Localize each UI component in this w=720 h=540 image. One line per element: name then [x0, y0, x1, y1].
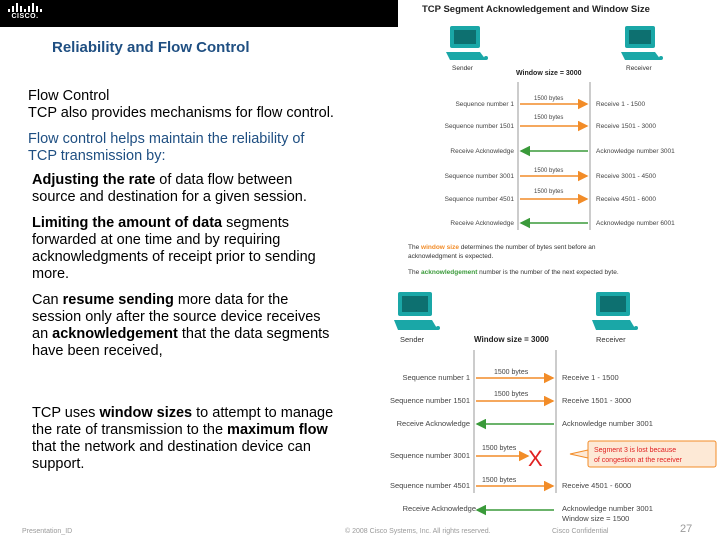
d2-lost-note-line-2: of congestion at the receiver	[594, 457, 682, 464]
d1-right-r2: Receive 1501 - 3000	[596, 123, 656, 130]
d1-note-window-line-2: acknowledgment is expected.	[408, 253, 494, 260]
resume-sending-pre: Can	[32, 292, 63, 308]
footer-copyright: © 2008 Cisco Systems, Inc. All rights reserved.	[345, 528, 491, 535]
d2-window-size: Window size = 3000	[474, 335, 549, 344]
d2-receiver-computer-icon	[592, 292, 638, 330]
diagram-window-size	[400, 0, 720, 285]
d1-note2-rest: number is the number of the next expected byte.	[477, 269, 619, 276]
d1-bytes-a: 1500 bytes	[534, 96, 564, 102]
d1-note-ack	[408, 269, 619, 276]
point-limiting-line-4: more.	[32, 266, 70, 282]
window-sizes-pre: TCP uses	[32, 405, 100, 421]
window-sizes-bold: window sizes	[99, 405, 193, 421]
resume-sending-bold: resume sending	[62, 292, 174, 308]
d1-right-r3: Receive 3001 - 4500	[596, 173, 656, 180]
adjusting-rate-rest: of data flow between	[155, 172, 293, 188]
d1-left-seq1501: Sequence number 1501	[444, 123, 514, 130]
footer-presentation-id: Presentation_ID	[22, 528, 73, 535]
d1-right-r1: Receive 1 - 1500	[596, 101, 646, 108]
d2-receiver-label: Receiver	[596, 335, 626, 344]
page-number: 27	[680, 523, 693, 535]
d2-bytes-a: 1500 bytes	[494, 369, 529, 376]
d2-left-seq1501: Sequence number 1501	[389, 396, 470, 405]
d1-right-ack6001: Acknowledge number 6001	[596, 220, 675, 227]
d1-bytes-c: 1500 bytes	[534, 168, 564, 174]
d2-left-seq4501: Sequence number 4501	[389, 481, 470, 490]
d1-left-seq4501: Sequence number 4501	[444, 196, 514, 203]
d2-bytes-b: 1500 bytes	[494, 391, 529, 398]
helps-line-2: TCP transmission by:	[28, 148, 166, 164]
window-sizes-rest: to attempt to manage	[192, 405, 334, 421]
d1-sender-computer-icon	[446, 26, 488, 60]
acknowledgement-bold: acknowledgement	[52, 326, 178, 342]
point-limiting-line-3: acknowledgments of receipt prior to sending	[32, 249, 316, 265]
slide-title: Reliability and Flow Control	[52, 39, 250, 56]
d2-bytes-d: 1500 bytes	[482, 477, 517, 484]
cisco-bars-icon	[8, 3, 42, 12]
flow-control-heading: Flow Control	[28, 88, 110, 104]
point-window-line-4: support.	[32, 456, 85, 472]
point-resume-line-4: have been received,	[32, 343, 163, 359]
flow-control-subtitle: TCP also provides mechanisms for flow control.	[28, 105, 334, 121]
d1-window-size: Window size = 3000	[516, 70, 582, 77]
d1-left-ack2: Receive Acknowledge	[450, 220, 514, 227]
point-resume-line-2: session only after the source device receives	[32, 309, 321, 325]
cisco-logo	[8, 3, 42, 23]
d2-right-ack3001: Acknowledge number 3001	[562, 419, 653, 428]
d1-left-seq3001: Sequence number 3001	[444, 173, 514, 180]
d1-bytes-d: 1500 bytes	[534, 189, 564, 195]
d2-right-window: Window size = 1500	[562, 514, 630, 523]
d2-bytes-c: 1500 bytes	[482, 445, 517, 452]
d1-sender-label: Sender	[452, 65, 473, 72]
d1-note-window	[408, 244, 596, 251]
diagram-lost-segment	[370, 288, 720, 528]
d1-note1-key: window size	[421, 244, 459, 251]
cisco-logo-text: CISCO.	[11, 13, 39, 20]
d1-left-seq1: Sequence number 1	[455, 101, 514, 108]
limiting-amount-rest: segments	[222, 215, 290, 231]
adjusting-rate-bold: Adjusting the rate	[32, 172, 156, 188]
point-window-sizes	[32, 405, 333, 422]
d2-right-r2: Receive 1501 - 3000	[562, 396, 632, 405]
d2-right-r4: Receive 4501 - 6000	[562, 481, 632, 490]
d1-receiver-computer-icon	[621, 26, 663, 60]
point-resume-line-3	[32, 326, 329, 343]
d1-right-ack3001: Acknowledge number 3001	[596, 148, 675, 155]
d2-right-ack3001b: Acknowledge number 3001	[562, 504, 653, 513]
d2-left-seq3001: Sequence number 3001	[389, 451, 470, 460]
d1-receiver-label: Receiver	[626, 65, 652, 72]
d1-title: TCP Segment Acknowledgement and Window Size	[422, 4, 650, 15]
d1-left-ack: Receive Acknowledge	[450, 148, 514, 155]
helps-line-1: Flow control helps maintain the reliability of	[28, 131, 305, 147]
point-limiting-amount	[32, 215, 289, 232]
d2-lost-x-mark: X	[528, 446, 543, 471]
d1-bytes-b: 1500 bytes	[534, 115, 564, 121]
resume-sending-rest: more data for the	[173, 292, 289, 308]
point-resume-sending	[32, 292, 288, 309]
point-adjusting-line-2: source and destination for a given session.	[32, 189, 307, 205]
point-adjusting-rate	[32, 172, 292, 189]
d2-left-seq1: Sequence number 1	[402, 373, 470, 382]
d1-note2-pre: The	[408, 269, 422, 276]
d2-right-r1: Receive 1 - 1500	[562, 373, 619, 382]
d2-left-ack: Receive Acknowledge	[396, 419, 470, 428]
limiting-amount-bold: Limiting the amount of data	[32, 215, 223, 231]
point-limiting-line-2: forwarded at one time and by requiring	[32, 232, 281, 248]
resume-line-3-rest: that the data segments	[177, 326, 330, 342]
d1-note2-key: acknowledgement	[421, 269, 478, 276]
point-window-line-2	[32, 422, 328, 439]
header-bar	[0, 0, 398, 27]
maximum-flow-bold: maximum flow	[227, 422, 328, 438]
footer-confidential: Cisco Confidential	[552, 528, 609, 535]
d2-left-ack2-label: Receive Acknowledge	[402, 504, 476, 513]
resume-line-3-pre: an	[32, 326, 53, 342]
d1-note1-pre: The	[408, 244, 422, 251]
d1-right-r4: Receive 4501 - 6000	[596, 196, 656, 203]
d2-sender-label: Sender	[400, 335, 425, 344]
d2-lost-callout-pointer	[570, 450, 588, 458]
point-window-line-3: that the network and destination device can	[32, 439, 311, 455]
d1-note1-rest: determines the number of bytes sent before an	[458, 244, 596, 251]
window-line-2-pre: the rate of transmission to the	[32, 422, 228, 438]
d2-lost-note-line-1: Segment 3 is lost because	[594, 447, 677, 454]
d2-sender-computer-icon	[394, 292, 440, 330]
